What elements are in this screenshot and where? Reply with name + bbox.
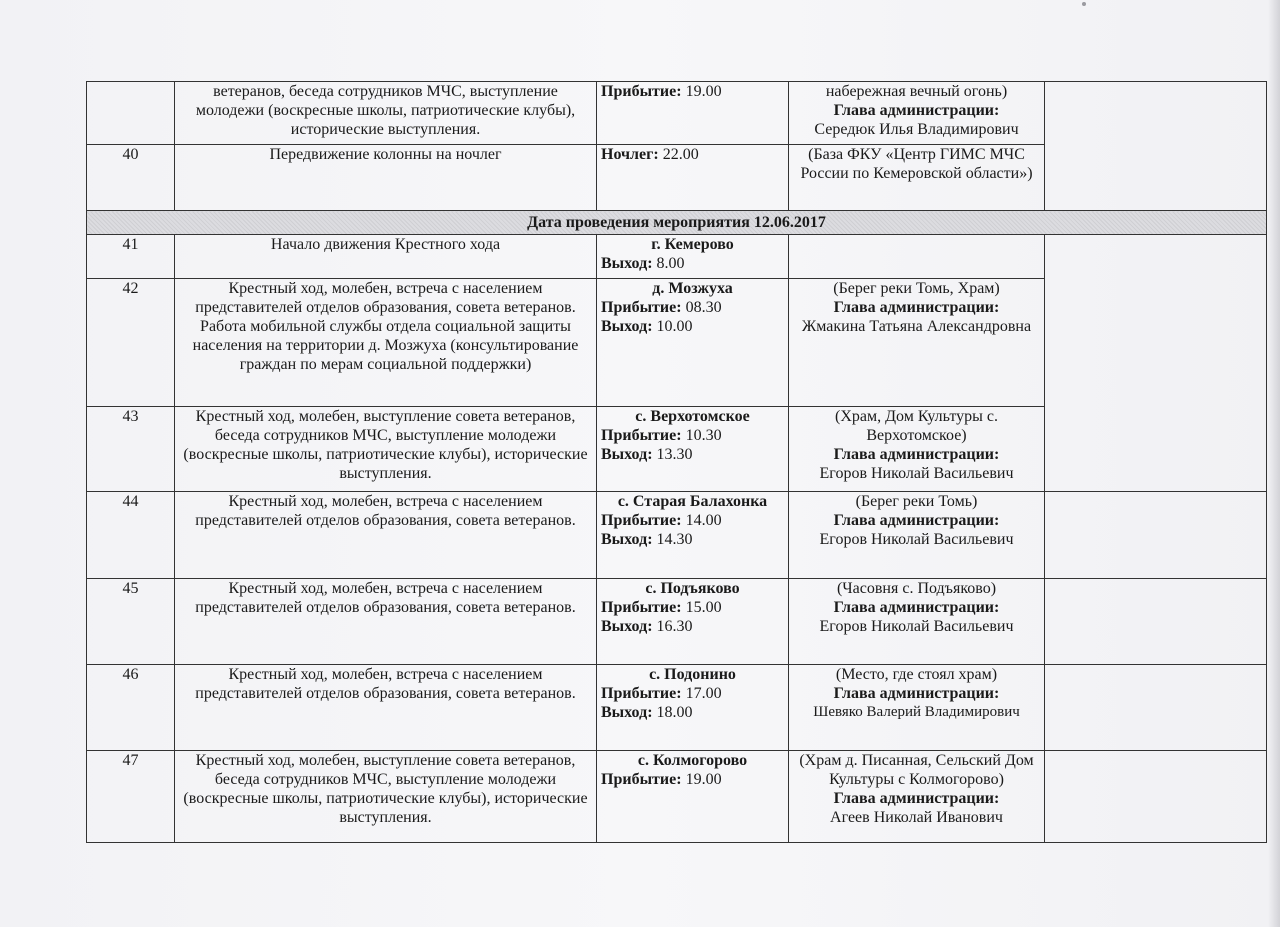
place-description: (Храм д. Писанная, Сельский Дом Культуры с Колмогорово) xyxy=(799,752,1034,788)
time-value: 17.00 xyxy=(681,685,722,702)
date-header: Дата проведения мероприятия 12.06.2017 xyxy=(87,211,1267,235)
place-description: (Храм, Дом Культуры с. Верхотомское) xyxy=(835,408,998,444)
location-name: с. Подонино xyxy=(649,666,736,683)
time-value: 19.00 xyxy=(681,771,722,788)
head-of-administration-name: Егоров Николай Васильевич xyxy=(819,618,1014,635)
row-number: 43 xyxy=(87,407,175,492)
row-number: 41 xyxy=(87,235,175,279)
table-row xyxy=(87,82,1267,145)
location-name: г. Кемерово xyxy=(651,236,734,253)
location-name: с. Старая Балахонка xyxy=(617,493,768,510)
row-number: 45 xyxy=(87,579,175,665)
time-line xyxy=(601,770,784,789)
time-label: Выход: xyxy=(601,318,653,335)
place-description: (Место, где стоял храм) xyxy=(835,666,998,683)
notes-cell xyxy=(1045,751,1267,843)
place-description: (Берег реки Томь, Храм) xyxy=(833,280,1000,297)
table-row xyxy=(87,492,1267,579)
place-cell xyxy=(789,492,1045,579)
time-label: Выход: xyxy=(601,618,653,635)
time-cell xyxy=(597,665,789,751)
time-label: Прибытие: xyxy=(601,685,682,702)
time-line xyxy=(601,617,784,636)
head-of-administration-label: Глава администрации: xyxy=(833,102,1000,119)
page-edge-shadow xyxy=(1268,0,1280,927)
row-number: 46 xyxy=(87,665,175,751)
time-value: 14.00 xyxy=(681,512,722,529)
head-of-administration-name: Середюк Илья Владимирович xyxy=(814,121,1019,138)
time-cell xyxy=(597,82,789,145)
time-value: 22.00 xyxy=(658,146,699,163)
location-name: с. Верхотомское xyxy=(635,408,750,425)
row-number: 42 xyxy=(87,279,175,407)
place-cell xyxy=(789,82,1045,145)
head-of-administration-label: Глава администрации: xyxy=(833,512,1000,529)
place-cell xyxy=(789,279,1045,407)
time-value: 08.30 xyxy=(681,299,722,316)
time-label: Прибытие: xyxy=(601,427,682,444)
time-label: Выход: xyxy=(601,446,653,463)
time-label: Прибытие: xyxy=(601,599,682,616)
time-label: Прибытие: xyxy=(601,299,682,316)
time-cell xyxy=(597,579,789,665)
time-line xyxy=(601,703,784,722)
time-value: 18.00 xyxy=(652,704,693,721)
procession-schedule-table xyxy=(86,81,1267,843)
place-cell xyxy=(789,145,1045,211)
time-label: Прибытие: xyxy=(601,512,682,529)
time-label: Прибытие: xyxy=(601,771,682,788)
location-name: с. Подъяково xyxy=(645,580,740,597)
place-cell xyxy=(789,665,1045,751)
head-of-administration-label: Глава администрации: xyxy=(833,299,1000,316)
head-of-administration-name: Егоров Николай Васильевич xyxy=(819,465,1014,482)
time-label: Прибытие: xyxy=(601,83,682,100)
time-line xyxy=(601,684,784,703)
row-number: 44 xyxy=(87,492,175,579)
time-cell xyxy=(597,407,789,492)
time-line xyxy=(601,317,784,336)
time-line xyxy=(601,598,784,617)
table-row xyxy=(87,235,1267,279)
time-value: 10.30 xyxy=(681,427,722,444)
time-value: 13.30 xyxy=(652,446,693,463)
place-description: (База ФКУ «Центр ГИМС МЧС России по Кемеровской области») xyxy=(800,146,1033,182)
time-cell xyxy=(597,751,789,843)
time-label: Выход: xyxy=(601,255,653,272)
head-of-administration-label: Глава администрации: xyxy=(833,599,1000,616)
head-of-administration-label: Глава администрации: xyxy=(833,790,1000,807)
place-description: набережная вечный огонь) xyxy=(825,83,1008,100)
place-cell xyxy=(789,751,1045,843)
head-of-administration-name: Шевяко Валерий Владимирович xyxy=(813,704,1020,720)
activity-cell: Крестный ход, молебен, встреча с населением представителей отделов образования, совета ветеранов. xyxy=(175,579,597,665)
time-value: 15.00 xyxy=(681,599,722,616)
notes-cell xyxy=(1045,492,1267,579)
notes-cell xyxy=(1045,579,1267,665)
activity-cell: Крестный ход, молебен, встреча с населением представителей отделов образования, совета ветеранов. Работа мобильной службы отдела социальной защиты населения на территории д. Мозжуха (консультирование граждан по мерам социальной поддержки) xyxy=(175,279,597,407)
time-label: Выход: xyxy=(601,531,653,548)
place-cell xyxy=(789,579,1045,665)
row-number xyxy=(87,82,175,145)
time-value: 16.30 xyxy=(652,618,693,635)
time-value: 14.30 xyxy=(652,531,693,548)
table-row xyxy=(87,579,1267,665)
time-line xyxy=(601,298,784,317)
time-value: 19.00 xyxy=(681,83,722,100)
time-line xyxy=(601,426,784,445)
date-header-row xyxy=(87,211,1267,235)
place-cell xyxy=(789,235,1045,279)
head-of-administration-label: Глава администрации: xyxy=(833,446,1000,463)
activity-cell: ветеранов, беседа сотрудников МЧС, выступление молодежи (воскресные школы, патриотические клубы), исторические выступления. xyxy=(175,82,597,145)
place-description: (Часовня с. Подъяково) xyxy=(836,580,997,597)
activity-cell: Крестный ход, молебен, встреча с населением представителей отделов образования, совета ветеранов. xyxy=(175,665,597,751)
time-cell xyxy=(597,492,789,579)
activity-cell: Крестный ход, молебен, выступление совета ветеранов, беседа сотрудников МЧС, выступление молодежи (воскресные школы, патриотические клубы), исторические выступления. xyxy=(175,407,597,492)
activity-cell: Крестный ход, молебен, встреча с населением представителей отделов образования, совета ветеранов. xyxy=(175,492,597,579)
time-label: Ночлег: xyxy=(601,146,659,163)
table-row xyxy=(87,665,1267,751)
row-number: 47 xyxy=(87,751,175,843)
time-cell xyxy=(597,279,789,407)
activity-cell: Передвижение колонны на ночлег xyxy=(175,145,597,211)
time-line xyxy=(601,511,784,530)
head-of-administration-name: Жмакина Татьяна Александровна xyxy=(801,318,1032,335)
activity-cell: Крестный ход, молебен, выступление совета ветеранов, беседа сотрудников МЧС, выступление молодежи (воскресные школы, патриотические клубы), исторические выступления. xyxy=(175,751,597,843)
notes-cell xyxy=(1045,235,1267,492)
location-name: д. Мозжуха xyxy=(652,280,733,297)
time-cell xyxy=(597,235,789,279)
time-cell xyxy=(597,145,789,211)
time-line xyxy=(601,530,784,549)
notes-cell xyxy=(1045,82,1267,211)
place-description: (Берег реки Томь) xyxy=(855,493,978,510)
time-value: 10.00 xyxy=(652,318,693,335)
scan-speck xyxy=(1082,2,1086,6)
location-name: с. Колмогорово xyxy=(637,752,748,769)
activity-cell: Начало движения Крестного хода xyxy=(175,235,597,279)
place-cell xyxy=(789,407,1045,492)
table-row xyxy=(87,751,1267,843)
time-line xyxy=(601,445,784,464)
notes-cell xyxy=(1045,665,1267,751)
time-label: Выход: xyxy=(601,704,653,721)
head-of-administration-name: Егоров Николай Васильевич xyxy=(819,531,1014,548)
row-number: 40 xyxy=(87,145,175,211)
time-value: 8.00 xyxy=(652,255,685,272)
time-line xyxy=(601,254,784,273)
head-of-administration-name: Агеев Николай Иванович xyxy=(830,809,1003,826)
head-of-administration-label: Глава администрации: xyxy=(833,685,1000,702)
